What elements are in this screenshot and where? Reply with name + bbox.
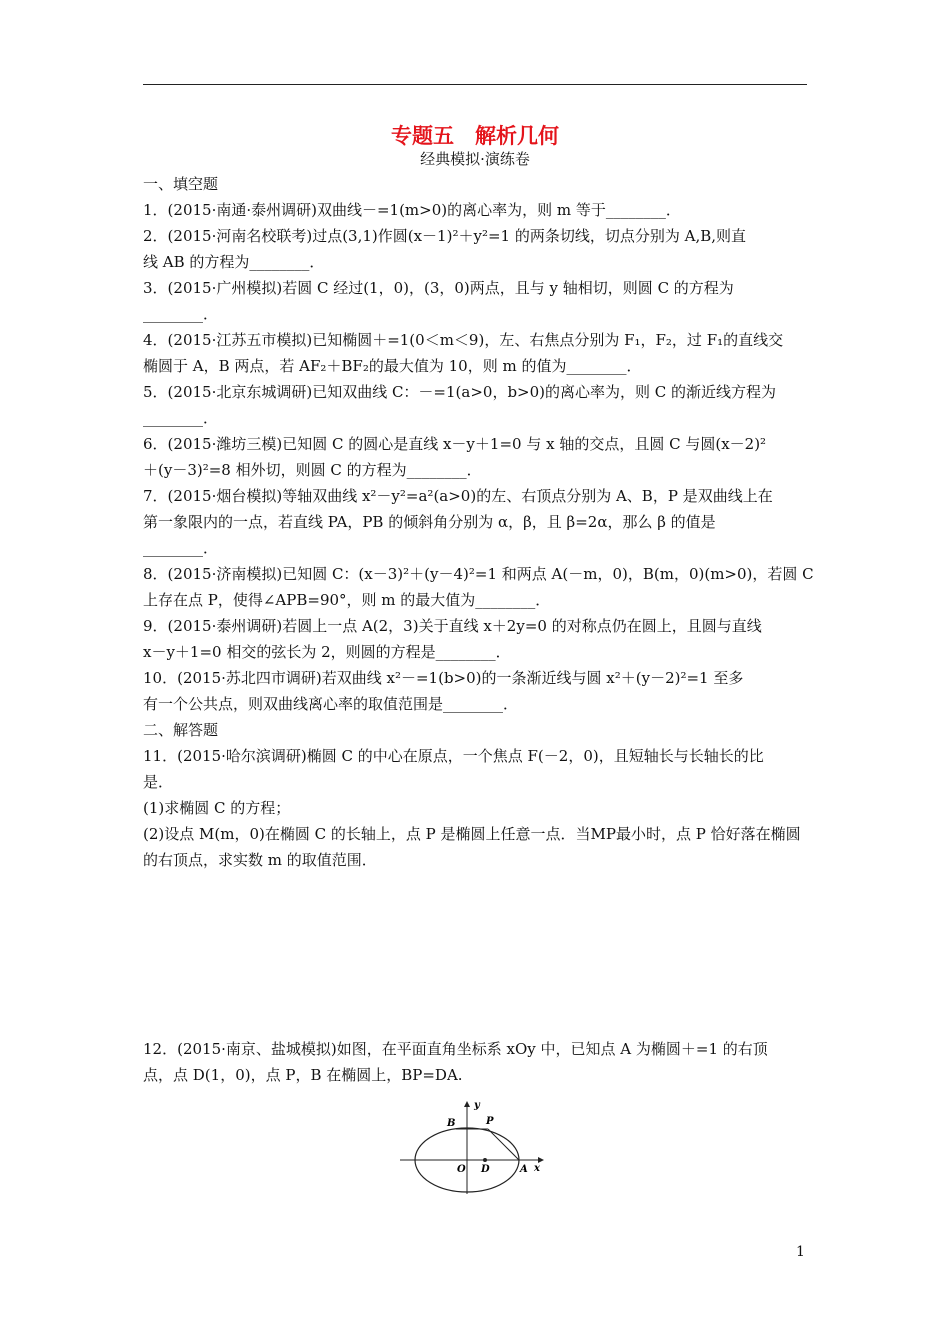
header-rule	[143, 84, 807, 85]
question-11-part-2-line-2: 的右顶点，求实数 m 的取值范围．	[143, 851, 377, 869]
question-11-line-1: 11．(2015·哈尔滨调研)椭圆 C 的中心在原点，一个焦点 F(－2，0)，且短轴长与长轴长的比	[143, 747, 764, 765]
question-4-line-1: 4．(2015·江苏五市模拟)已知椭圆＋=1(0＜m＜9)，左、右焦点分别为 F₁，F₂，过 F₁的直线交	[143, 331, 784, 349]
segment-pa	[488, 1129, 519, 1160]
label-b: B	[447, 1118, 456, 1129]
question-11-part-2-line-1: (2)设点 M(m，0)在椭圆 C 的长轴上，点 P 是椭圆上任意一点．当MP最小时，点 P 恰好落在椭圆	[143, 825, 801, 843]
question-9-line-1: 9．(2015·泰州调研)若圆上一点 A(2，3)关于直线 x＋2y=0 的对称点仍在圆上，且圆与直线	[143, 617, 762, 635]
question-8-line-1: 8．(2015·济南模拟)已知圆 C：(x－3)²＋(y－4)²=1 和两点 A(－m，0)，B(m，0)(m>0)，若圆 C	[143, 565, 814, 583]
question-12-line-1: 12．(2015·南京、盐城模拟)如图，在平面直角坐标系 xOy 中，已知点 A 为椭圆＋=1 的右顶	[143, 1040, 768, 1058]
question-4-line-2: 椭圆于 A，B 两点，若 AF₂＋BF₂的最大值为 10，则 m 的值为________．	[143, 357, 642, 375]
question-2-line-2: 线 AB 的方程为________．	[143, 253, 325, 271]
question-10-line-2: 有一个公共点，则双曲线离心率的取值范围是________．	[143, 695, 519, 713]
ellipse-figure	[398, 1096, 548, 1198]
question-2-line-1: 2．(2015·河南名校联考)过点(3,1)作圆(x－1)²＋y²=1 的两条切线，切点分别为 A,B,则直	[143, 227, 746, 245]
point-d	[483, 1158, 487, 1162]
label-o: O	[457, 1164, 466, 1175]
label-a: A	[520, 1164, 528, 1175]
section-heading-answer: 二、解答题	[143, 721, 219, 739]
question-3-line-1: 3．(2015·广州模拟)若圆 C 经过(1，0)，(3，0)两点，且与 y 轴相切，则圆 C 的方程为	[143, 279, 734, 297]
section-heading-fill-in: 一、填空题	[143, 175, 219, 193]
label-x: x	[534, 1163, 540, 1174]
document-body	[143, 171, 814, 1088]
question-11-part-1: (1)求椭圆 C 的方程；	[143, 799, 291, 817]
question-10-line-1: 10．(2015·苏北四市调研)若双曲线 x²－=1(b>0)的一条渐近线与圆 x²＋(y－2)²=1 至多	[143, 669, 744, 687]
question-11-line-2: 是．	[143, 773, 174, 791]
page-number: 1	[796, 1244, 805, 1260]
question-7-line-3: ________．	[143, 539, 219, 557]
question-6-line-2: ＋(y－3)²=8 相外切，则圆 C 的方程为________．	[143, 461, 482, 479]
answer-space	[143, 873, 808, 1036]
page-subtitle: 经典模拟·演练卷	[420, 150, 530, 168]
question-5-line-2: ________．	[143, 409, 219, 427]
question-1: 1．(2015·南通·泰州调研)双曲线－=1(m>0)的离心率为，则 m 等于________．	[143, 201, 681, 219]
y-axis-arrow	[464, 1101, 470, 1107]
question-9-line-2: x－y＋1=0 相交的弦长为 2，则圆的方程是________．	[143, 643, 511, 661]
question-6-line-1: 6．(2015·潍坊三模)已知圆 C 的圆心是直线 x－y＋1=0 与 x 轴的交点，且圆 C 与圆(x－2)²	[143, 435, 767, 453]
question-8-line-2: 上存在点 P，使得∠APB=90°，则 m 的最大值为________．	[143, 591, 551, 609]
label-p: P	[486, 1116, 494, 1127]
page-title: 专题五 解析几何	[391, 124, 559, 148]
label-y: y	[474, 1100, 480, 1111]
question-5-line-1: 5．(2015·北京东城调研)已知双曲线 C：－=1(a>0，b>0)的离心率为，则 C 的渐近线方程为	[143, 383, 777, 401]
label-d: D	[481, 1164, 490, 1175]
question-7-line-2: 第一象限内的一点，若直线 PA，PB 的倾斜角分别为 α，β，且 β=2α，那么 β 的值是	[143, 513, 716, 531]
question-3-line-2: ________．	[143, 305, 219, 323]
question-7-line-1: 7．(2015·烟台模拟)等轴双曲线 x²－y²=a²(a>0)的左、右顶点分别为 A、B，P 是双曲线上在	[143, 487, 773, 505]
question-12-line-2: 点，点 D(1，0)，点 P，B 在椭圆上，BP=DA.	[143, 1066, 463, 1084]
